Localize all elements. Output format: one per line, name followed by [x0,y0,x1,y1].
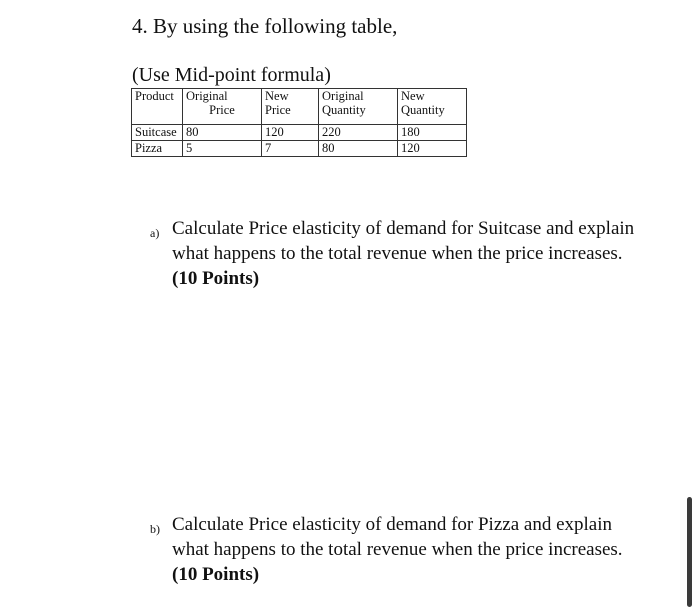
question-title: 4. By using the following table, [132,14,398,38]
formula-note: (Use Mid-point formula) [132,64,331,86]
cell-new-price: 7 [262,141,319,157]
header-new-price: New Price [262,89,319,125]
vertical-scrollbar[interactable] [687,497,692,607]
cell-product: Suitcase [132,125,183,141]
part-b-points: (10 Points) [172,564,260,585]
table-header-row [132,89,467,125]
header-original-price: Original Price [183,89,262,125]
table-row [132,141,467,157]
cell-original-quantity: 80 [319,141,398,157]
cell-new-quantity: 180 [398,125,467,141]
part-b-text: Calculate Price elasticity of demand for Pizza and explain what happens to the total revenue when the price increases. (10 Points) [172,514,623,585]
header-original-quantity: Original Quantity [319,89,398,125]
part-a-points: (10 Points) [172,268,260,289]
cell-original-price: 80 [183,125,262,141]
header-new-quantity: New Quantity [398,89,467,125]
data-table [131,88,467,157]
part-a-text: Calculate Price elasticity of demand for Suitcase and explain what happens to the total revenue when the price increases. (10 Points) [172,218,635,289]
part-a-marker: a) [150,226,160,240]
table-row [132,125,467,141]
header-product: Product [132,89,183,125]
cell-new-price: 120 [262,125,319,141]
cell-original-price: 5 [183,141,262,157]
cell-original-quantity: 220 [319,125,398,141]
cell-new-quantity: 120 [398,141,467,157]
part-b-marker: b) [150,522,160,536]
cell-product: Pizza [132,141,183,157]
